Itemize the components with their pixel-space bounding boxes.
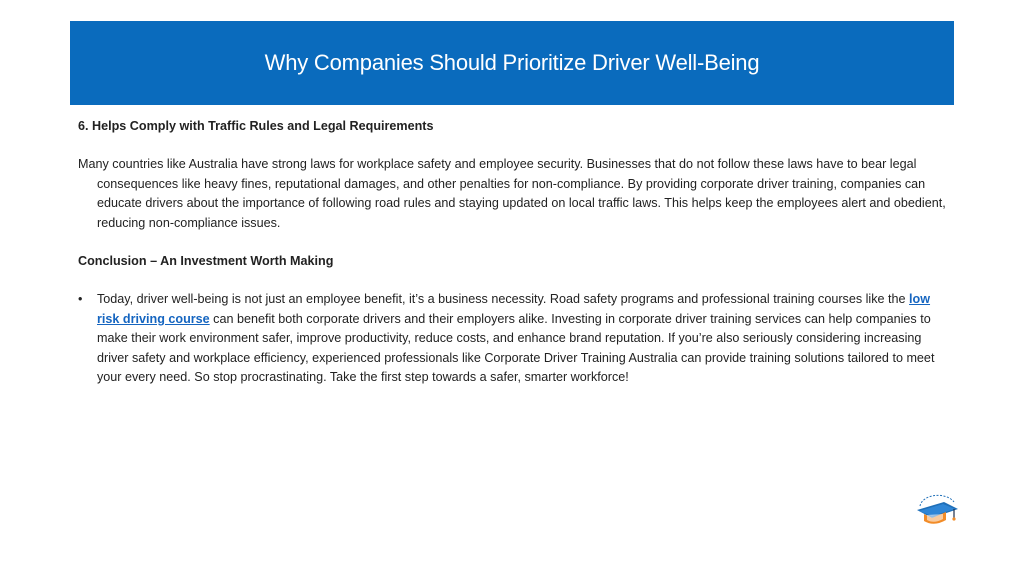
section-6-paragraph: Many countries like Australia have strong laws for workplace safety and employee security. Businesses that do not follow these laws have to bear legal consequences like heavy fines, reputational damages, and other penalties for non-compliance. By providing corporate driver training, companies can educate drivers about the importance of following road rules and staying updated on local traffic laws. This helps keep the employees alert and obedient, reducing non-compliance issues. [78,157,946,230]
text-before-link: Today, driver well-being is not just an employee benefit, it’s a business necessity. Road safety programs and professional training courses like the [97,292,910,307]
spacer [78,233,948,252]
bullet-icon: • [78,292,83,307]
low-risk-driving-course-link[interactable]: low risk driving course [97,292,931,326]
section-6-heading: 6. Helps Comply with Traffic Rules and Legal Requirements [78,119,434,133]
page-title: Why Companies Should Prioritize Driver Well-Being [264,50,760,75]
graduation-cap-logo-icon [914,494,960,528]
title-banner [70,21,954,105]
spacer [78,271,948,290]
spacer [78,136,948,155]
conclusion-bullet [78,290,948,387]
text-after-link: can benefit both corporate drivers and their employers alike. Investing in corporate driver training services can help companies to make their work environment safer, improve productivity, reduce costs, and enhance brand reputation. If you’re also seriously considering increasing driver safety and workplace efficiency, experienced professionals like Corporate Driver Training Australia can provide training solutions tailored to meet your every need. So stop procrastinating. Take the first step towards a safer, smarter workforce! [97,311,935,385]
conclusion-bullet-text [97,290,948,387]
conclusion-heading: Conclusion – An Investment Worth Making [78,254,334,269]
slide-content [78,117,948,387]
